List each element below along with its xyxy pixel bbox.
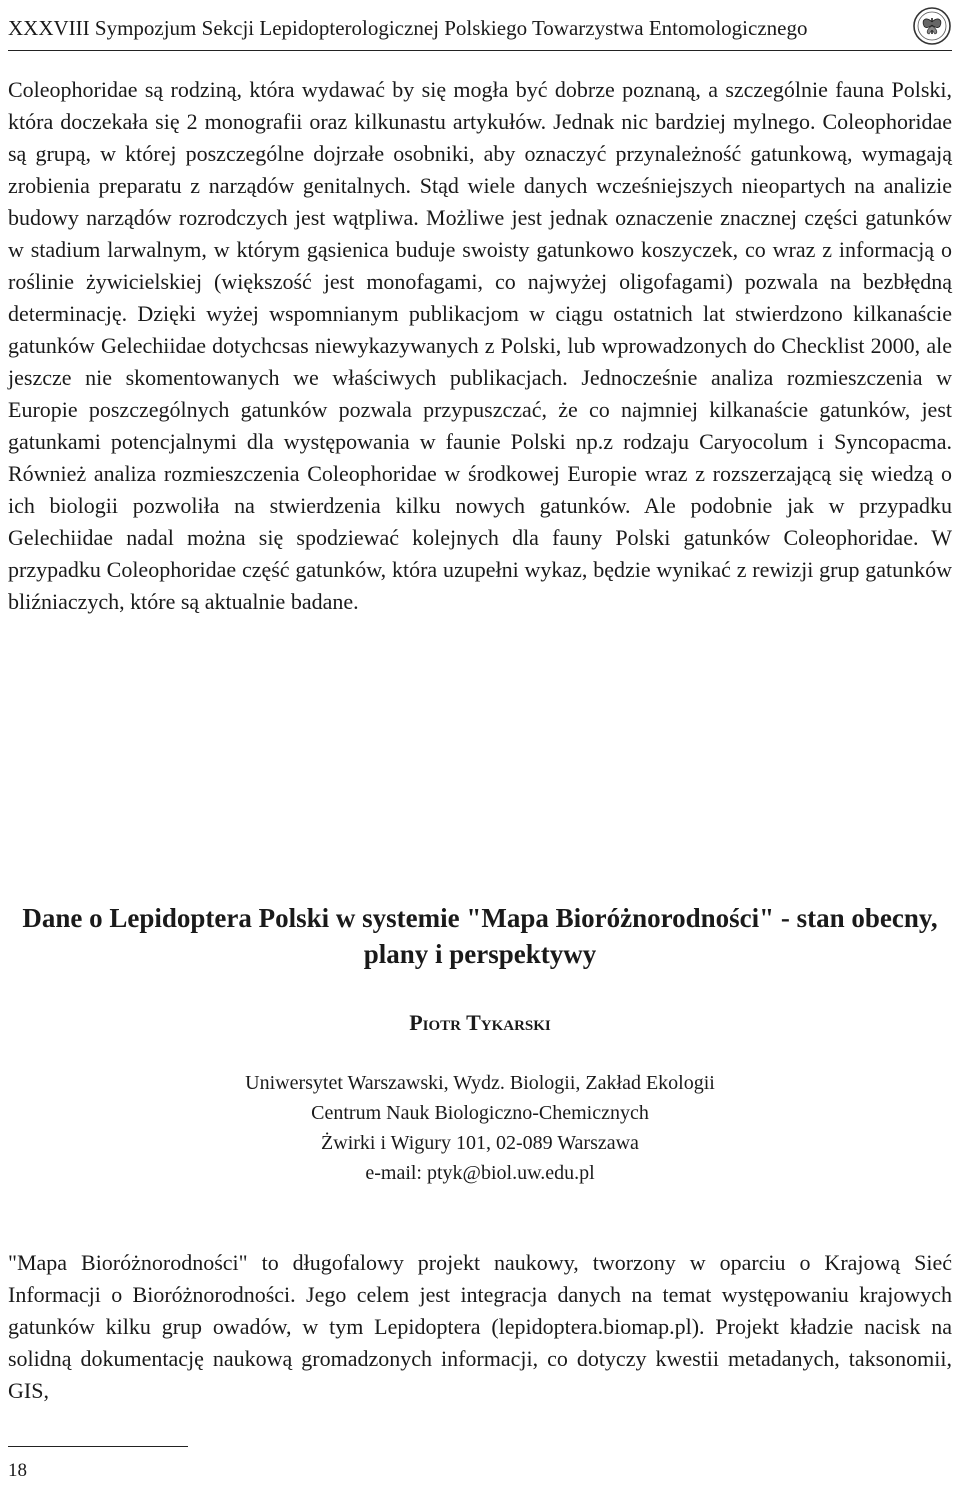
page-number: 18 — [8, 1460, 27, 1481]
affiliation-line: Uniwersytet Warszawski, Wydz. Biologii, Zakład Ekologii — [245, 1072, 715, 1094]
abstract-paragraph: "Mapa Bioróżnorodności" to długofalowy projekt naukowy, tworzony w oparciu o Krajową Sieć Informacji o Bioróżnorodności. Jego celem jest integracja danych na temat występowaniu krajowych gatunków kilku grup owadów, w tym Lepidoptera (lepidoptera.biomap.pl). Projekt kładzie nacisk na solidną dokumentację naukową gromadzonych informacji, co dotyczy kwestii metadanych, taksonomii, GIS, — [8, 1250, 952, 1403]
author-affiliation — [8, 1068, 952, 1188]
footer-divider — [8, 1446, 188, 1447]
article-author: Piotr Tykarski — [409, 1010, 551, 1035]
society-seal-icon — [912, 6, 952, 46]
article-title: Dane o Lepidoptera Polski w systemie "Mapa Bioróżnorodności" - stan obecny, plany i perspektywy — [22, 903, 938, 969]
affiliation-line: Żwirki i Wigury 101, 02-089 Warszawa — [321, 1132, 639, 1154]
header-divider — [8, 50, 952, 51]
affiliation-line: Centrum Nauk Biologiczno-Chemicznych — [311, 1102, 649, 1124]
author-email: e-mail: ptyk@biol.uw.edu.pl — [365, 1162, 595, 1184]
body-paragraph: Coleophoridae są rodziną, która wydawać by się mogła być dobrze poznaną, a szczególnie fauna Polski, która doczekała się 2 monografii oraz kilkunastu artykułów. Jednak nic bardziej mylnego. Coleophoridae są grupą, w której poszczególne dojrzałe osobniki, aby oznaczyć przynależność gatunkową, wymagają zrobienia preparatu z narządów genitalnych. Stąd wiele danych wcześniejszych nieopartych na analizie budowy narządów rozrodczych jest wątpliwa. Możliwe jest jednak oznaczenie znacznej części gatunków w stadium larwalnym, w którym gąsienica buduje swoisty gatunkowo koszyczek, co wraz z informacją o roślinie żywicielskiej (większość jest monofagami, co najwyżej oligofagami) pozwala na bezbłędną determinację. Dzięki wyżej wspomnianym publikacjom w ciągu ostatnich lat stwierdzono kilkanaście gatunków Gelechiidae dotychcsas niewykazywanych z Polski, lub wprowadzonych do Checklist 2000, ale jeszcze nie skomentowanych we właściwych publikacjach. Jednocześnie analiza rozmieszczenia w Europie poszczególnych gatunków pozwala przypuszczać, że co najmniej kilkanaście gatunków, jest gatunkami potencjalnymi dla występowania w faunie Polski np.z rodzaju Caryocolum i Syncopacma. Również analiza rozmieszczenia Coleophoridae w środkowej Europie wraz z rozszerzającą się wiedzą o ich biologii pozwoliła na stwierdzenia kilku nowych gatunków. Ale podobnie jak w przypadku Gelechiidae nadal można się spodziewać kolejnych dla fauny Polski gatunków Coleophoridae. W przypadku Coleophoridae część gatunków, która uzupełni wykaz, będzie wynikać z rewizji grup gatunków bliźniaczych, które są aktualnie badane. — [8, 77, 952, 614]
running-header-title: XXXVIII Sympozjum Sekcji Lepidopterologicznej Polskiego Towarzystwa Entomologicznego — [8, 16, 808, 40]
page-header — [8, 6, 952, 46]
